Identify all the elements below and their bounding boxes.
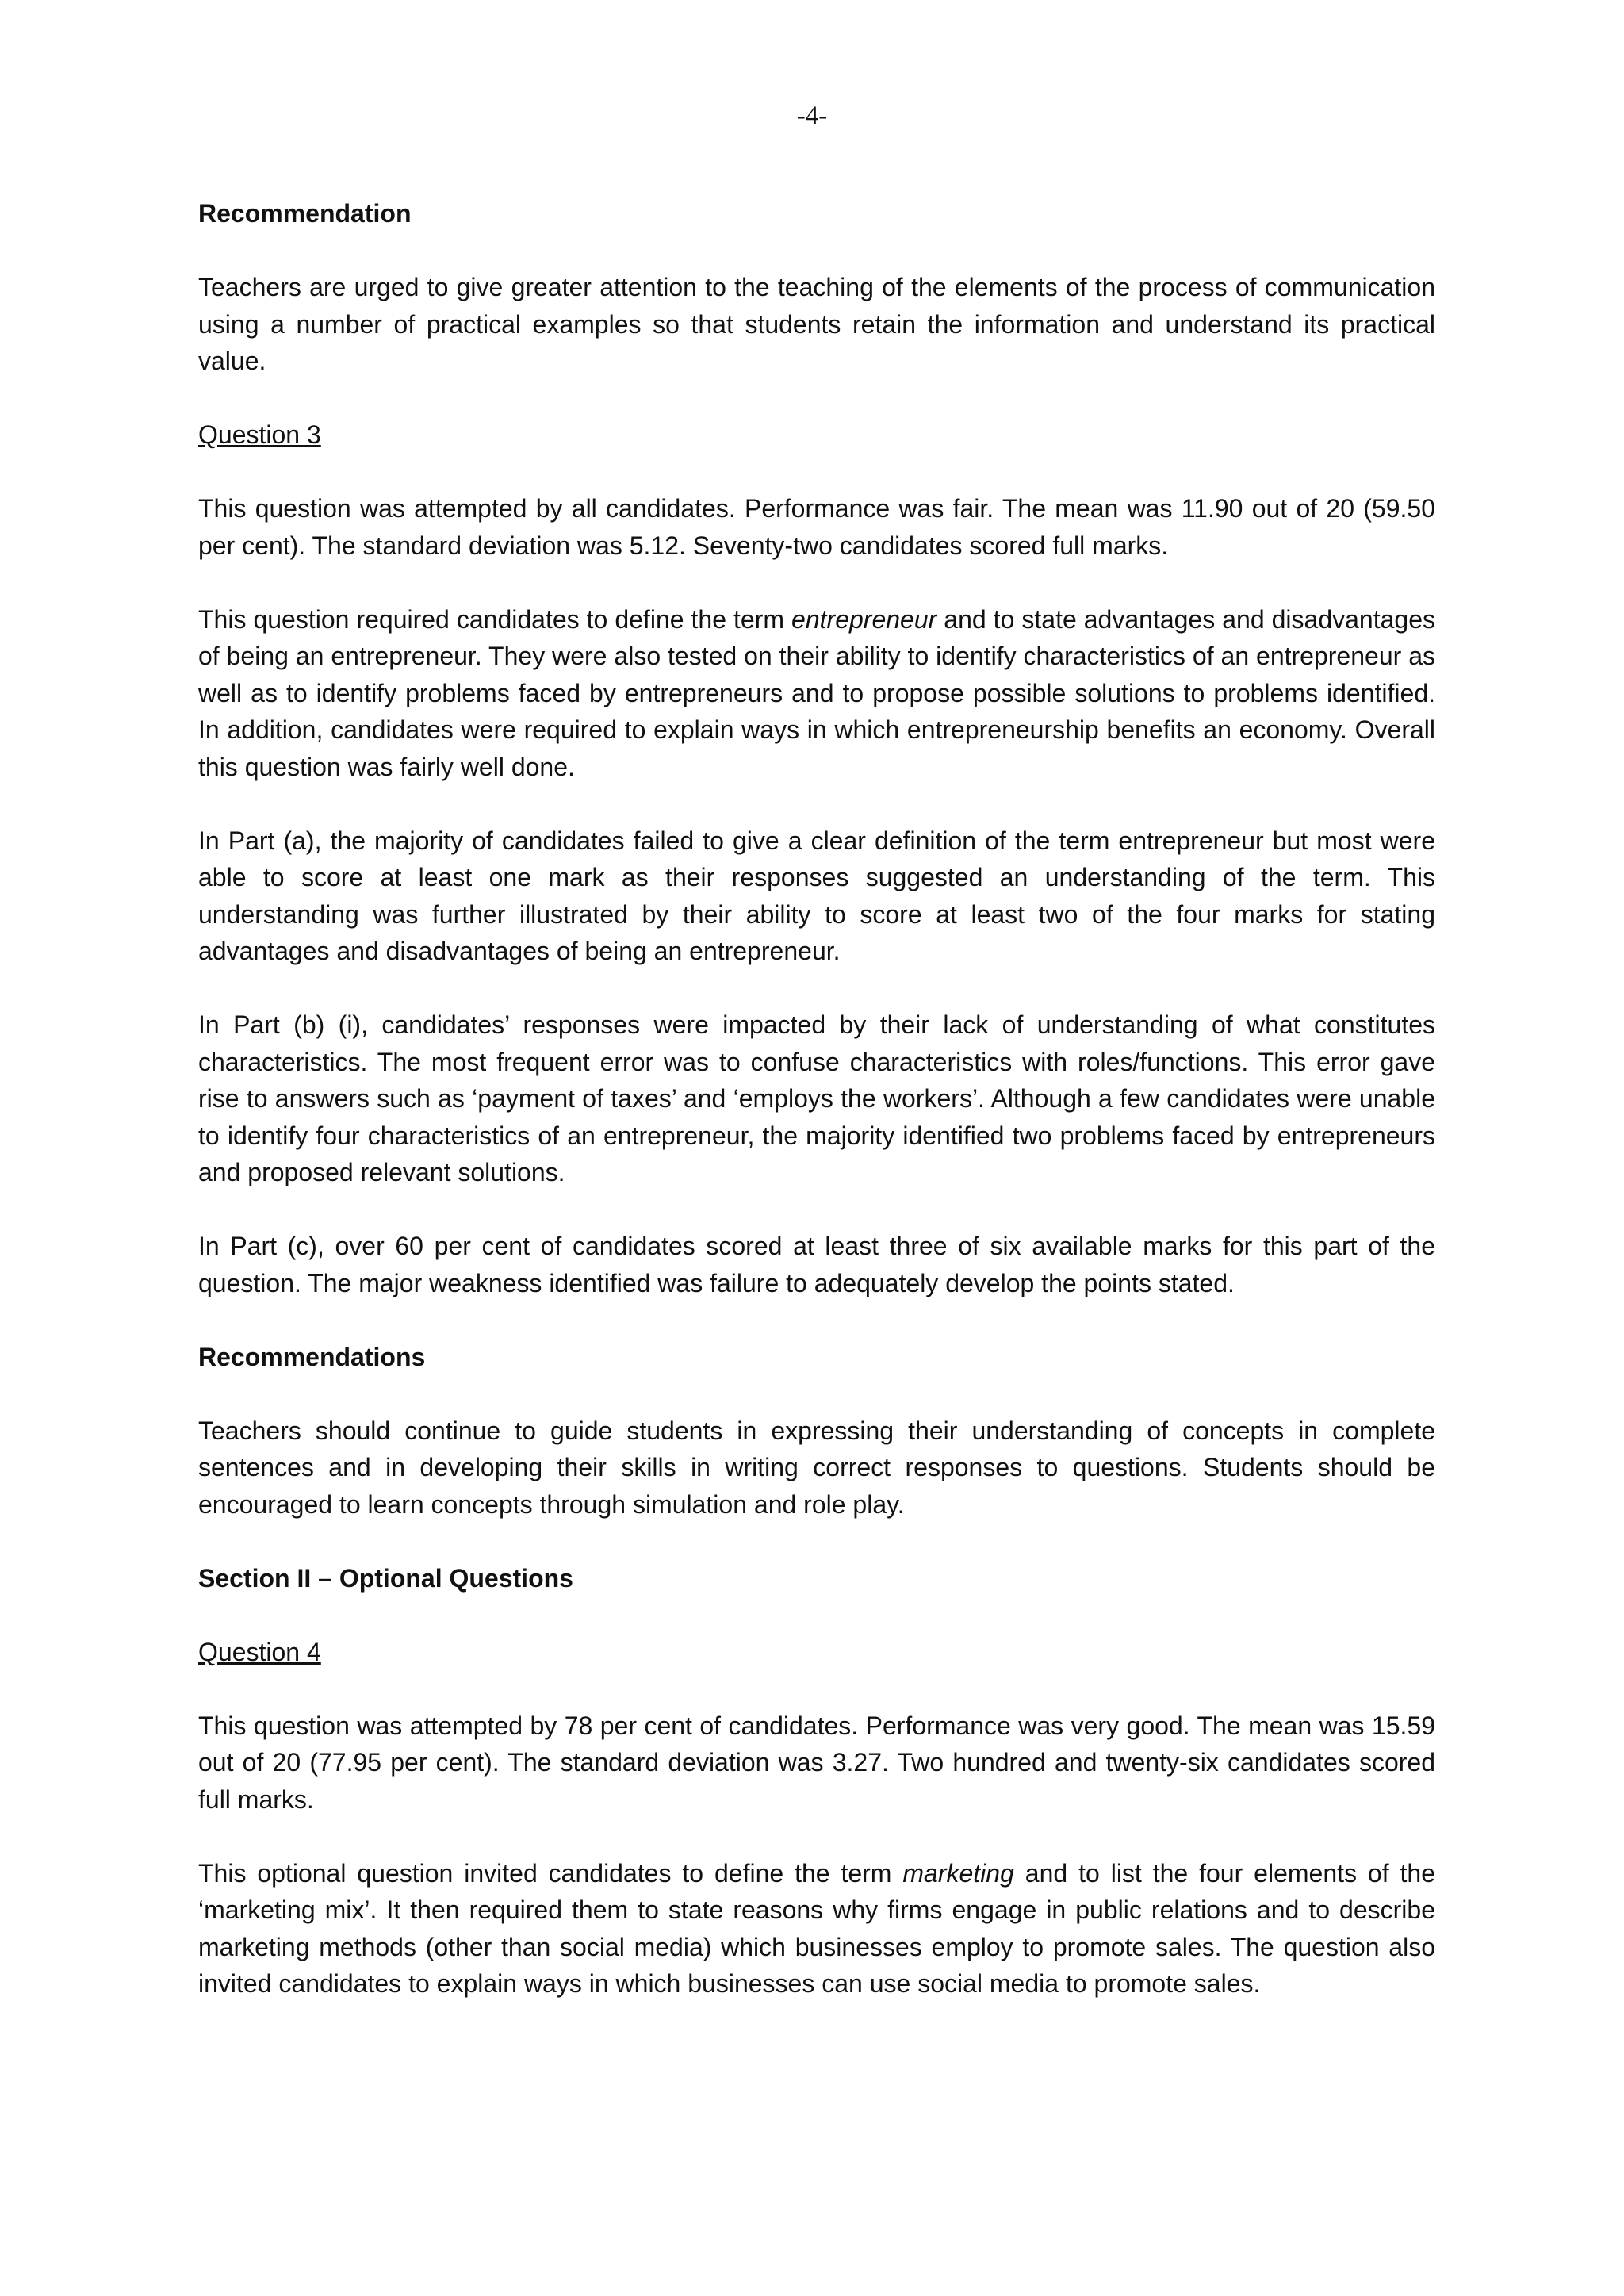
text-segment: and to list the four elements of the ‘marketing mix’. It then required them to state reasons why firms engage in public relations and to describe marketing methods (other than social media) which businesses employ to promote sales. The question also invited candidates to explain ways in which businesses can use social media to promote sales. xyxy=(198,1858,1436,1998)
text-segment: and to state advantages and disadvantages of being an entrepreneur. They were also tested on their ability to identify characteristics of an entrepreneur as well as to identify problems faced by entrepreneurs and to propose possible solutions to problems identified. In addition, candidates were required to explain ways in which entrepreneurship benefits an economy. Overall this question was fairly well done. xyxy=(198,604,1436,781)
text-segment: This question required candidates to define the term xyxy=(198,604,792,634)
paragraph: Teachers are urged to give greater attention to the teaching of the elements of the process of communication using a number of practical examples so that students retain the information and understand its practical value. xyxy=(198,273,1435,375)
paragraph xyxy=(198,1855,1435,2003)
text-segment: This optional question invited candidates to define the term xyxy=(198,1858,903,1888)
paragraph: In Part (b) (i), candidates’ responses were impacted by their lack of understanding of what constitutes characteristics. The most frequent error was to confuse characteristics with roles/functions. This error gave rise to answers such as ‘payment of taxes’ and ‘employs the workers’. Although a few candidates were unable to identify four characteristics of an entrepreneur, the majority identified two problems faced by entrepreneurs and proposed relevant solutions. xyxy=(198,1010,1435,1186)
paragraph: In Part (c), over 60 per cent of candidates scored at least three of six available marks for this part of the question. The major weakness identified was failure to adequately develop the points stated. xyxy=(198,1232,1435,1297)
paragraph: This question was attempted by all candidates. Performance was fair. The mean was 11.90 out of 20 (59.50 per cent). The standard deviation was 5.12. Seventy-two candidates scored full marks. xyxy=(198,494,1435,560)
paragraph: In Part (a), the majority of candidates failed to give a clear definition of the term entrepreneur but most were able to score at least one mark as their responses suggested an understanding of the term. This understanding was further illustrated by their ability to score at least two of the four marks for stating advantages and disadvantages of being an entrepreneur. xyxy=(198,826,1435,965)
page-number: -4- xyxy=(796,102,828,130)
document-body xyxy=(198,195,1435,2039)
heading-recommendations: Recommendations xyxy=(198,1342,426,1371)
paragraph: Teachers should continue to guide students in expressing their understanding of concepts in complete sentences and in developing their skills in writing correct responses to questions. Students should be encouraged to learn concepts through simulation and role play. xyxy=(198,1416,1435,1519)
heading-section-ii: Section II – Optional Questions xyxy=(198,1563,573,1593)
question-3-label: Question 3 xyxy=(198,420,321,449)
paragraph xyxy=(198,601,1435,786)
question-4-label-wrap xyxy=(198,1634,1435,1671)
italic-term: entrepreneur xyxy=(791,604,937,634)
question-3-label-wrap xyxy=(198,416,1435,454)
paragraph: This question was attempted by 78 per cent of candidates. Performance was very good. The mean was 15.59 out of 20 (77.95 per cent). The standard deviation was 3.27. Two hundred and twenty-six candidates scored full marks. xyxy=(198,1711,1435,1814)
heading-recommendation: Recommendation xyxy=(198,199,412,228)
question-4-label: Question 4 xyxy=(198,1637,321,1666)
italic-term: marketing xyxy=(902,1858,1014,1888)
